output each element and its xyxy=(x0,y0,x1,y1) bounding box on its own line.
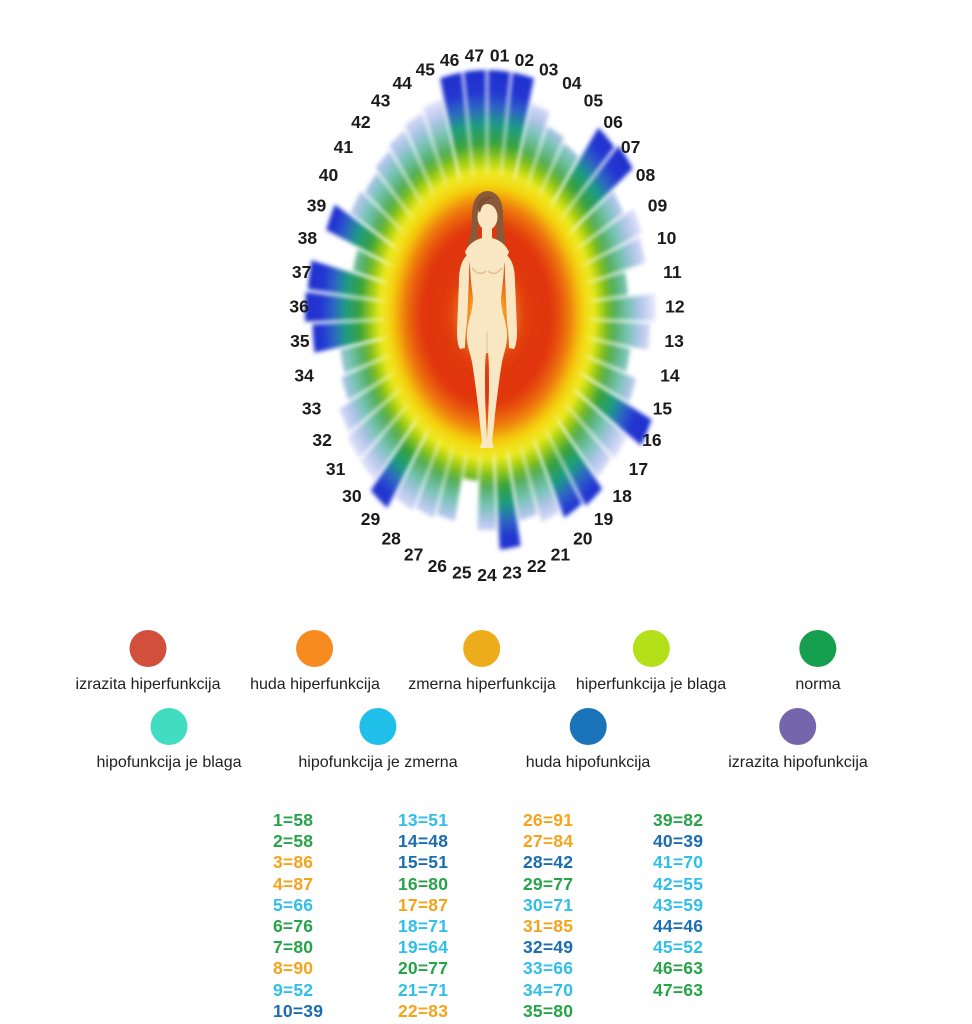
sector-number-label: 13 xyxy=(664,331,684,351)
sector-number-label: 12 xyxy=(665,296,685,317)
legend-color-dot xyxy=(297,630,334,667)
sector-value: 45=52 xyxy=(653,937,704,958)
sector-value: 13=51 xyxy=(398,810,449,830)
sector-value: 40=39 xyxy=(653,831,704,852)
sector-value: 30=71 xyxy=(523,894,574,915)
sector-value: 6=76 xyxy=(273,916,314,937)
sector-value: 32=49 xyxy=(523,937,574,958)
sector-number-label: 15 xyxy=(652,398,673,419)
sector-number-label: 36 xyxy=(289,296,309,317)
legend-color-dot xyxy=(799,630,836,667)
sector-number-label: 27 xyxy=(403,544,424,565)
sector-value: 42=55 xyxy=(653,873,704,894)
sector-number-label: 44 xyxy=(392,72,412,93)
sector-value: 7=80 xyxy=(273,937,314,958)
sector-number-label: 18 xyxy=(612,485,632,506)
sector-number-label: 25 xyxy=(452,562,472,583)
legend-item xyxy=(97,708,242,772)
value-column xyxy=(398,810,448,1022)
sector-value: 29=77 xyxy=(523,873,574,894)
legend-label: hiperfunkcija je blaga xyxy=(575,676,727,693)
legend-label: norma xyxy=(795,676,841,693)
value-column xyxy=(523,810,573,1022)
sector-number-label: 35 xyxy=(290,331,310,351)
sector-value: 3=86 xyxy=(273,852,314,873)
sector-number-label: 45 xyxy=(415,59,436,80)
sector-value: 34=70 xyxy=(523,979,574,1000)
sector-value: 28=42 xyxy=(523,852,574,873)
value-column xyxy=(653,810,703,1001)
sector-number-label: 32 xyxy=(312,430,332,450)
sector-number-label: 39 xyxy=(306,195,327,216)
sector-number-label: 41 xyxy=(333,137,354,158)
sector-value: 9=52 xyxy=(273,979,314,1000)
legend-color-dot xyxy=(151,708,188,745)
legend-color-dot xyxy=(569,708,606,745)
sector-number-label: 24 xyxy=(477,565,497,585)
sector-number-label: 46 xyxy=(439,50,460,71)
sector-value: 5=66 xyxy=(273,894,314,915)
sector-number-label: 47 xyxy=(464,45,485,66)
sector-value: 27=84 xyxy=(523,831,574,852)
sector-number-label: 43 xyxy=(370,90,391,111)
legend-label: izrazita hiperfunkcija xyxy=(75,676,221,693)
sector-number-label: 28 xyxy=(381,528,401,549)
sector-number-label: 17 xyxy=(628,459,649,480)
legend-label: hipofunkcija je zmerna xyxy=(298,754,458,771)
sector-number-label: 10 xyxy=(656,228,677,248)
sector-value: 44=46 xyxy=(653,916,704,937)
sector-number-label: 30 xyxy=(342,485,362,506)
sector-number-label: 23 xyxy=(502,562,522,583)
sector-value: 14=48 xyxy=(398,831,449,852)
legend-item xyxy=(576,630,726,694)
sector-number-label: 06 xyxy=(603,112,623,133)
sector-number-label: 40 xyxy=(318,165,339,186)
sector-number-label: 14 xyxy=(660,365,680,386)
sector-value: 10=39 xyxy=(273,1000,324,1021)
sector-number-label: 04 xyxy=(562,72,582,93)
sector-number-label: 38 xyxy=(297,228,318,248)
sector-number-label: 37 xyxy=(291,261,312,282)
sector-value: 31=85 xyxy=(523,916,574,937)
sector-number-label: 02 xyxy=(514,50,535,71)
sector-number-label: 03 xyxy=(538,59,559,80)
sector-value: 17=87 xyxy=(398,894,449,915)
sector-number-label: 20 xyxy=(573,528,593,549)
sector-value: 21=71 xyxy=(398,979,449,1000)
legend-item xyxy=(298,708,457,772)
legend-color-dot xyxy=(359,708,396,745)
sector-value: 15=51 xyxy=(398,852,449,873)
sector-value: 8=90 xyxy=(273,958,314,979)
legend-item xyxy=(728,708,868,772)
sector-number-label: 05 xyxy=(583,90,604,111)
sector-value: 43=59 xyxy=(653,894,704,915)
sector-number-label: 07 xyxy=(620,137,641,158)
sector-value: 1=58 xyxy=(273,810,314,830)
legend-color-dot xyxy=(632,630,669,667)
sector-value: 2=58 xyxy=(273,831,314,852)
sector-number-label: 29 xyxy=(360,509,381,529)
sector-number-label: 09 xyxy=(647,195,668,216)
sector-value: 46=63 xyxy=(653,958,704,979)
sector-value: 41=70 xyxy=(653,852,704,873)
sector-number-label: 19 xyxy=(593,509,614,529)
sector-value: 26=91 xyxy=(523,810,574,830)
legend-label: izrazita hipofunkcija xyxy=(728,754,868,771)
legend-item xyxy=(795,630,840,694)
sector-value: 22=83 xyxy=(398,1000,449,1021)
legend-color-dot xyxy=(129,630,166,667)
legend-color-dot xyxy=(464,630,501,667)
sector-number-label: 42 xyxy=(351,112,371,133)
sector-number-label: 33 xyxy=(301,398,322,419)
legend-label: zmerna hiperfunkcija xyxy=(408,676,556,693)
sector-value: 4=87 xyxy=(273,873,314,894)
sector-value: 20=77 xyxy=(398,958,449,979)
sector-number-label: 26 xyxy=(427,555,448,576)
sector-number-label: 08 xyxy=(635,165,656,186)
sector-number-label: 34 xyxy=(294,365,314,386)
legend-item xyxy=(76,630,221,694)
sector-number-label: 16 xyxy=(642,430,662,450)
sector-value: 19=64 xyxy=(398,937,449,958)
legend-label: hipofunkcija je blaga xyxy=(96,754,242,771)
sector-value: 39=82 xyxy=(653,810,704,830)
sector-number-label: 01 xyxy=(489,45,510,66)
sector-number-label: 22 xyxy=(526,555,547,576)
sector-value: 47=63 xyxy=(653,979,704,1000)
legend-color-dot xyxy=(780,708,817,745)
legend-label: huda hipofunkcija xyxy=(525,754,651,771)
value-column xyxy=(273,810,323,1022)
sector-number-label: 11 xyxy=(663,261,682,282)
legend-item xyxy=(250,630,380,694)
sector-value: 33=66 xyxy=(523,958,574,979)
sector-number-label: 21 xyxy=(550,544,571,565)
legend-item xyxy=(526,708,651,772)
legend-label: huda hiperfunkcija xyxy=(250,676,380,693)
legend-item xyxy=(408,630,556,694)
sector-value: 16=80 xyxy=(398,873,449,894)
sector-value: 35=80 xyxy=(523,1000,574,1021)
sector-value: 18=71 xyxy=(398,916,449,937)
sector-number-label: 31 xyxy=(325,459,346,480)
